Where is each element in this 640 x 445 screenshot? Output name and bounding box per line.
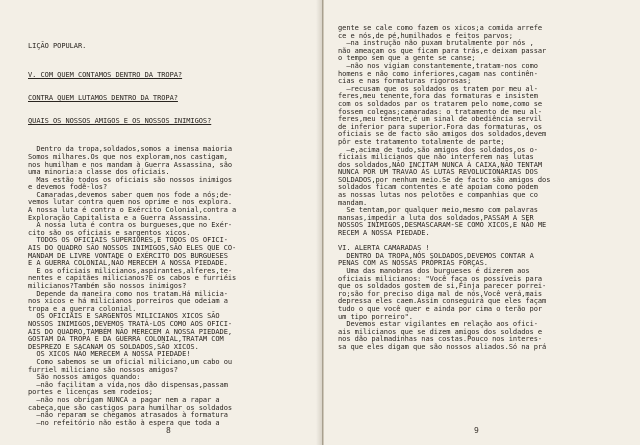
section-title-v-2: CONTRA QUEM LUTAMOS DENTRO DA TROPA? <box>28 93 178 102</box>
left-page-title: LIÇÃO POPULAR. <box>28 42 87 51</box>
section-title-v-1: V. COM QUEM CONTAMOS DENTRO DA TROPA? <box>28 70 183 79</box>
left-page-body: Dentro da tropa,soldados,somos a imensa maioria Somos milhares.Os que nos exploram,nos castigam, nos humilham e nos mandam à Guerra Assassina, são uma minoria:a classe dos oficiais. Mas estão todos os oficiais são nossos inimigos e devemos fodê-los? Camaradas,devemos saber quem nos fode a nós;de- vemos lutar contra quem nos oprime e nos explora. A nossa luta é contra o Exército Colonial,contra a Exploração Capitalista e a Guerra Assassina. A nossa luta é contra os burgueses,que no Exér- cito são os oficiais e sargentos xicos. TODOS OS OFICIAIS SUPERIORES,E TODOS OS OFICI- AIS DO QUADRO SÃO NOSSOS INIMIGOS,SÃO ELES QUE CO- MANDAM DE LIVRE VONTADE O EXÉRCITO DOS BURGUESES E A GUERRA COLONIAL,NÃO MERECEM A NOSSA PIEDADE. E os oficiais milicianos,aspirantes,alferes,te- nentes e capitães milicianos?E os cabos e furriéis milicianos?Também são nossos inimigos? Depende da maneira como nos tratam.Há milicia- nos xicos e há milicianos porreiros que odeiam a tropa e a guerra colonial. OS OFICIAIS E SARGENTOS MILICIANOS XICOS SÃO NOSSOS INIMIGOS,DEVEMOS TRATÁ-LOS COMO AOS OFICI- AIS DO QUADRO,TAMBÉM NÃO MERECEM A NOSSA PIEDADE, GOSTAM DA TROPA E DA GUERRA COLONIAL,TRATAM COM DESPREZO E SACANAM OS SOLDADOS,SÃO XICOS. OS XICOS NÃO MERECEM A NOSSA PIEDADE! Como sabemos se um oficial miliciano,um cabo ou furriel miliciano são nossos amigos? São nossos amigos quando: —não facilitam a vida,nos dão dispensas,passam portes e licenças sem rodeios; —não nos obrigam NUNCA a pagar nem a rapar a cabeça,que são castigos para humilhar os soldados —não reparam se chegamos atrasados à formatura —no refeitório não estão à espera que toda a <box>28 145 237 427</box>
section-title-v-3: QUAIS OS NOSSOS AMIGOS E OS NOSSOS INIMIGOS? <box>28 116 212 125</box>
page-number-left: 8 <box>166 426 171 435</box>
right-page-body: gente se cale como fazem os xicos;a comida arrefe ce e nós,de pé,humilhados e feitos parvos; —na instrução não puxam brutalmente por nós , não ameaçam os que ficam para trás,e deixam passar o tempo sem que a gente se canse; —não nos vigiam constantemente,tratam-nos como homens e não como inferiores,cagam nas continên- cias e nas formaturas rigorosas; —recusam que os soldados os tratem por meu al- feres,meu tenente,fora das formaturas e insistem com os soldados par os tratarem pelo nome,como se fossem colegas;camaradas: o tratamento de meu al- feres,meu tenente,é um sinal de obediência servil de inferior para superior.Fora das formaturas, os oficiais se de facto são amigos dos soldados,devem pôr este tratamento totalmente de parte; —e,acima de tudo,são amigos dos soldados,os o- ficiais milicianos que não interferem nas lutas dos soldados,NÃO INCITAM NUNCA À CAIXA,NÃO TENTAM NUNCA POR UM TRAVÃO ÀS LUTAS REVOLUCIONÁRIAS DOS SOLDADOS,por nenhum meio.Se de facto são amigos dos soldados ficam contentes e até apoiam como podem as nossas lutas nos pelotões e companhias que co mandam. Se tentam,por qualquer meio,mesmo com palavras mansas,impedir a luta dos soldados,PASSAM A SER NOSSOS INIMIGOS,DESMASCARAM-SE COMO XICOS,E NÃO ME RECEM A NOSSA PIEDADE. VI. ALERTA CAMARADAS ! DENTRO DA TROPA,NÓS SOLDADOS,DEVEMOS CONTAR A PENAS COM AS NOSSAS PRÓPRIAS FORÇAS. Uma das manobras dos burgueses é dizerem aos oficiais milicianos: "Você faça os possíveis para que os soldados gostem de si,Finja parecer porrei- ro;são for preciso diga mal de nós,Você verá,mais depressa eles caem.Assim conseguirá que eles façam tudo o que você quer e ainda por cima o terão por um tipo porreiro". Devemos estar vigilantes em relação aos ofici- ais milicianos que se dizem amigos dos soldados e nos dão palmadinhas nas costas.Pouco nos interes- sa que eles digam que são nossos aliados.Só na prá <box>338 24 551 351</box>
right-page <box>324 0 640 445</box>
page-number-right: 9 <box>474 426 479 435</box>
left-page-text <box>28 28 308 442</box>
